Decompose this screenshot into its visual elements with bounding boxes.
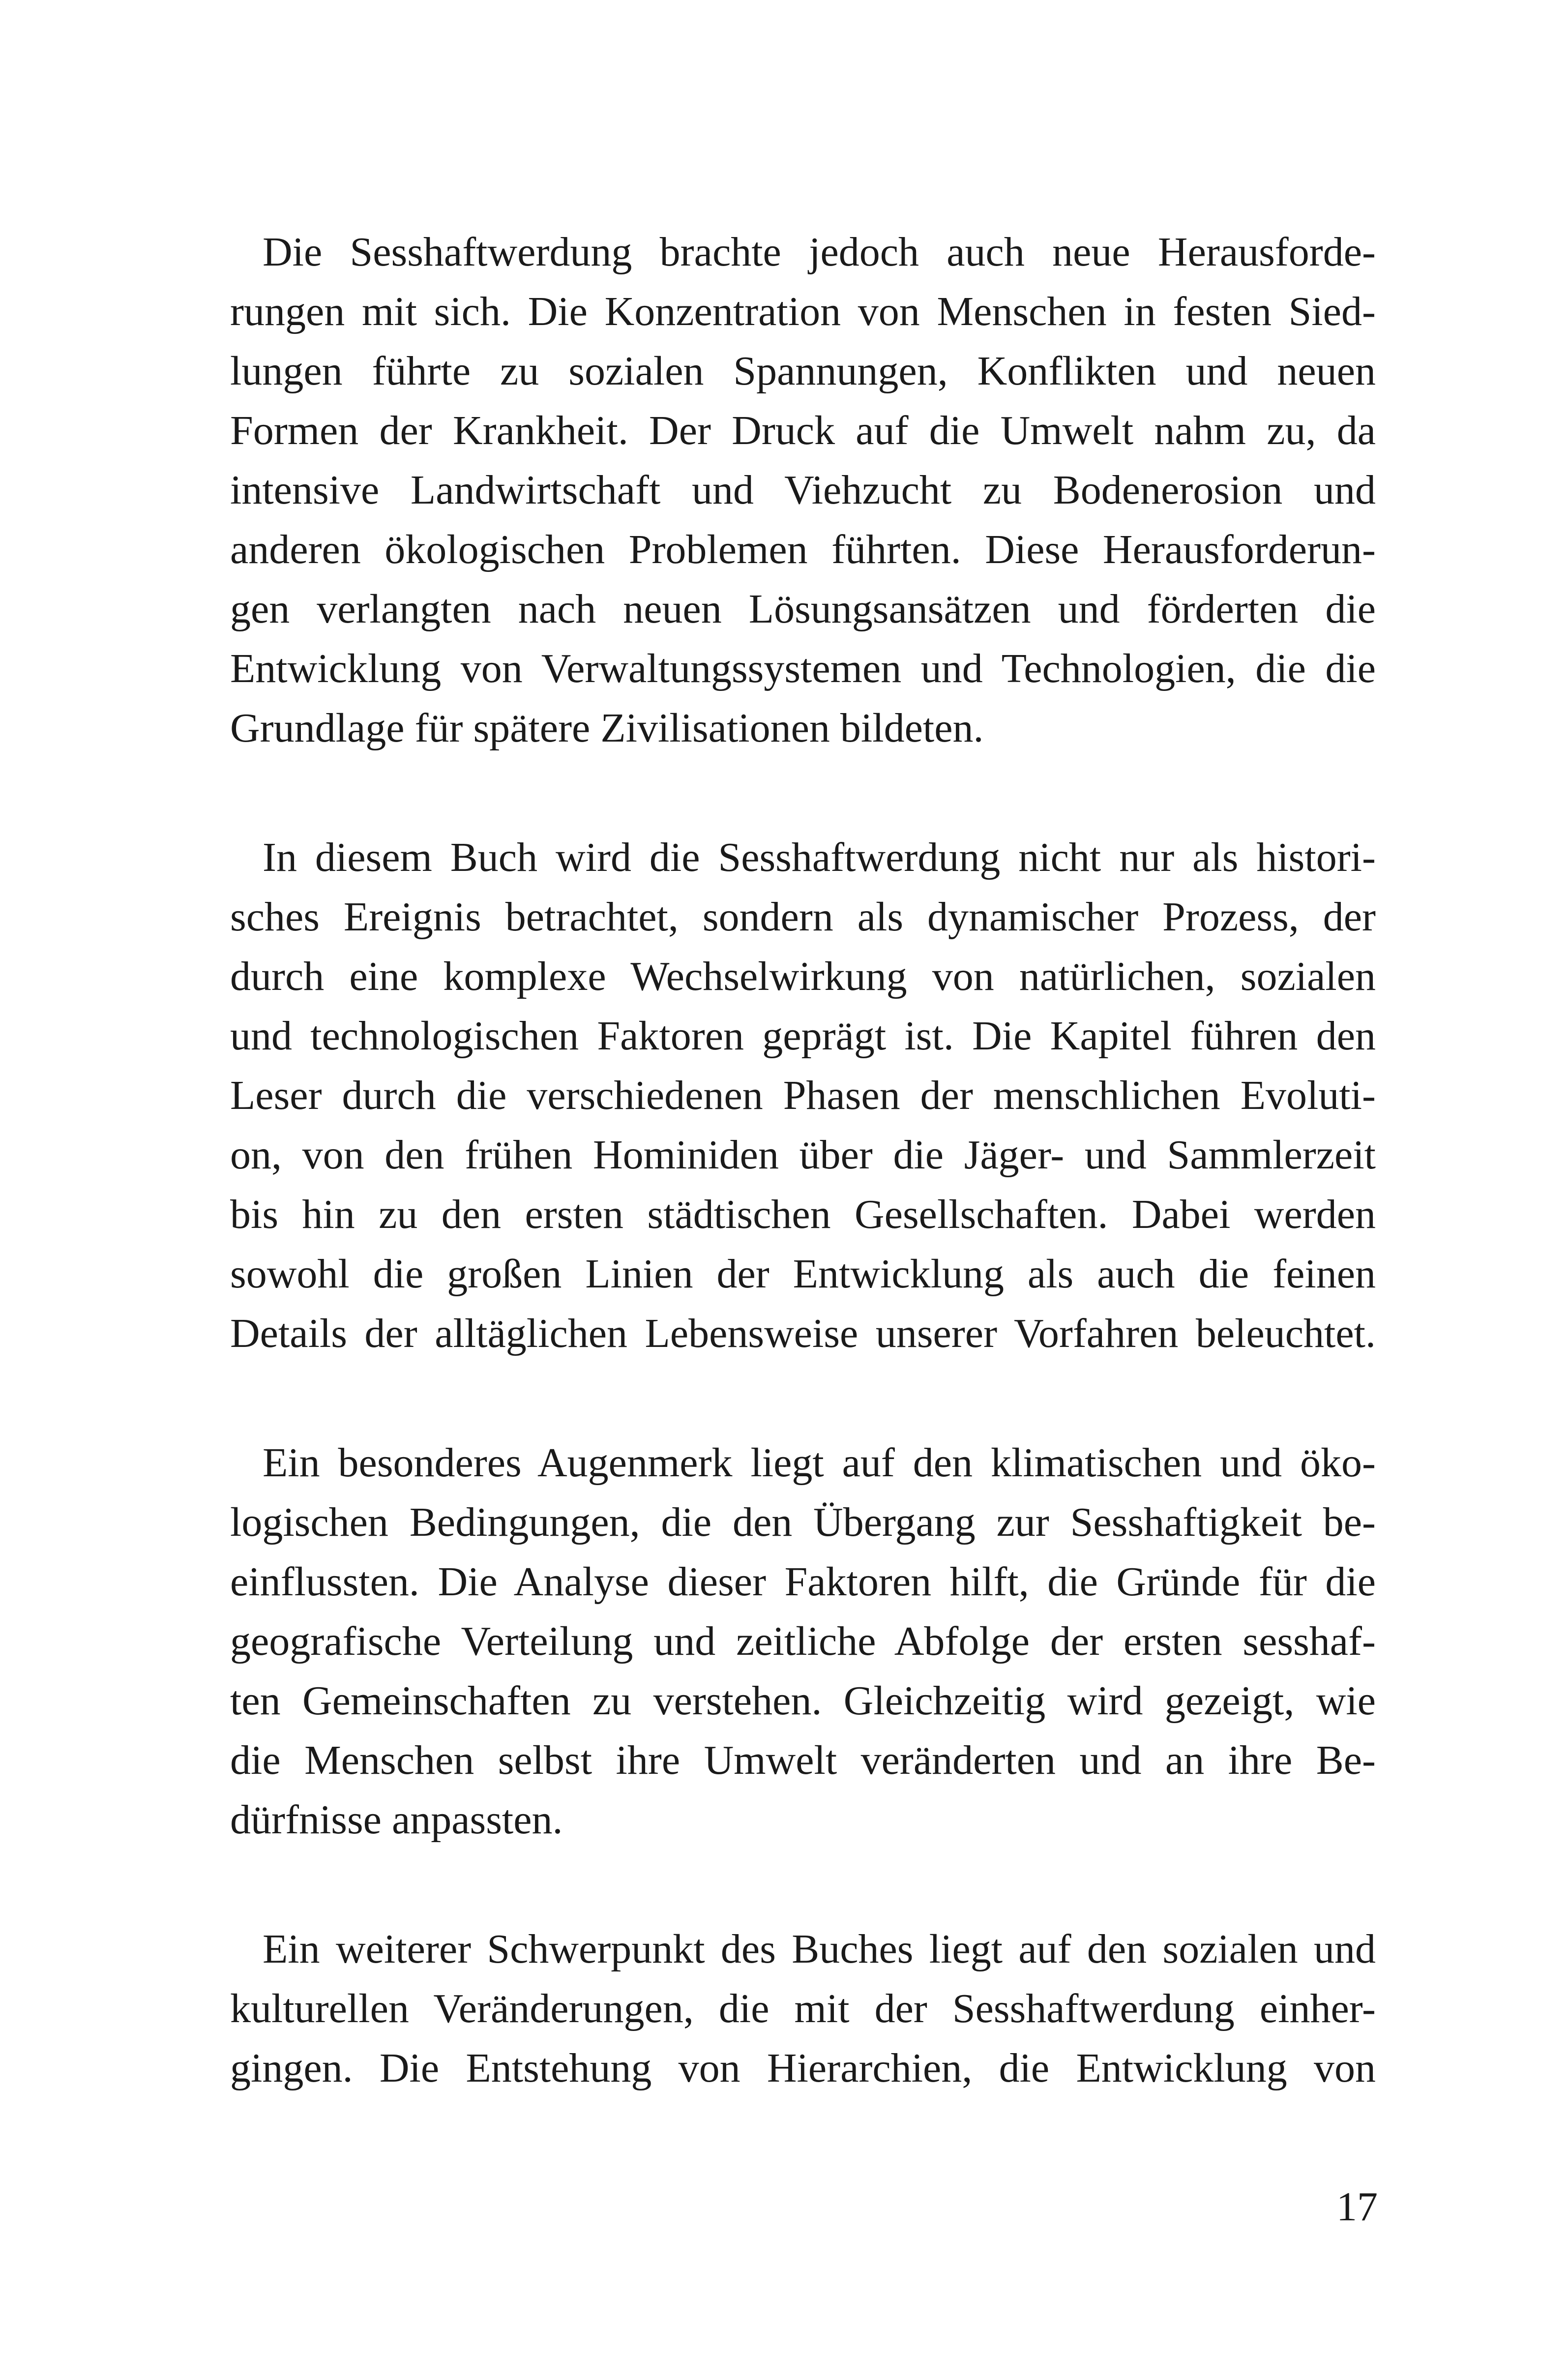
- text-line: intensive Landwirtschaft und Viehzucht zu Bodenerosion und: [230, 467, 1376, 513]
- text-line: anderen ökologischen Problemen führten. Diese Herausforderun-: [230, 527, 1376, 572]
- text-line: Details der alltäglichen Lebensweise unserer Vorfahren beleuchtet.: [230, 1311, 1376, 1356]
- text-line: sowohl die großen Linien der Entwicklung als auch die feinen: [230, 1251, 1376, 1297]
- text-line: und technologischen Faktoren geprägt ist. Die Kapitel führen den: [230, 1013, 1376, 1059]
- text-line: Die Sesshaftwerdung brachte jedoch auch neue Herausforde-: [263, 229, 1376, 275]
- text-line: Grundlage für spätere Zivilisationen bildeten.: [230, 705, 984, 751]
- text-line: ten Gemeinschaften zu verstehen. Gleichzeitig wird gezeigt, wie: [230, 1678, 1376, 1724]
- text-line: gingen. Die Entstehung von Hierarchien, die Entwicklung von: [230, 2045, 1376, 2091]
- text-line: on, von den frühen Hominiden über die Jäger- und Sammlerzeit: [230, 1132, 1376, 1178]
- text-line: In diesem Buch wird die Sesshaftwerdung nicht nur als histori-: [263, 835, 1376, 880]
- text-line: logischen Bedingungen, die den Übergang zur Sesshaftigkeit be-: [230, 1499, 1376, 1545]
- text-line: rungen mit sich. Die Konzentration von Menschen in festen Sied-: [230, 289, 1376, 334]
- text-line: dürfnisse anpassten.: [230, 1797, 563, 1843]
- text-line: lungen führte zu sozialen Spannungen, Konflikten und neuen: [230, 348, 1376, 394]
- text-line: Formen der Krankheit. Der Druck auf die Umwelt nahm zu, da: [230, 408, 1376, 453]
- page-number: 17: [1336, 2184, 1378, 2230]
- text-line: Leser durch die verschiedenen Phasen der menschlichen Evoluti-: [230, 1073, 1376, 1118]
- text-line: kulturellen Veränderungen, die mit der Sesshaftwerdung einher-: [230, 1986, 1376, 2031]
- text-line: gen verlangten nach neuen Lösungsansätzen und förderten die: [230, 586, 1376, 632]
- text-line: geografische Verteilung und zeitliche Abfolge der ersten sesshaf-: [230, 1618, 1376, 1664]
- text-line: bis hin zu den ersten städtischen Gesellschaften. Dabei werden: [230, 1192, 1376, 1237]
- text-line: durch eine komplexe Wechselwirkung von natürlichen, sozialen: [230, 954, 1376, 999]
- text-line: Ein weiterer Schwerpunkt des Buches liegt auf den sozialen und: [263, 1926, 1376, 1972]
- text-line: sches Ereignis betrachtet, sondern als dynamischer Prozess, der: [230, 894, 1376, 940]
- text-line: einflussten. Die Analyse dieser Faktoren hilft, die Gründe für die: [230, 1559, 1376, 1605]
- text-line: Entwicklung von Verwaltungssystemen und Technologien, die die: [230, 646, 1376, 691]
- text-line: Ein besonderes Augenmerk liegt auf den klimatischen und öko-: [263, 1440, 1376, 1486]
- text-line: die Menschen selbst ihre Umwelt veränderten und an ihre Be-: [230, 1737, 1376, 1783]
